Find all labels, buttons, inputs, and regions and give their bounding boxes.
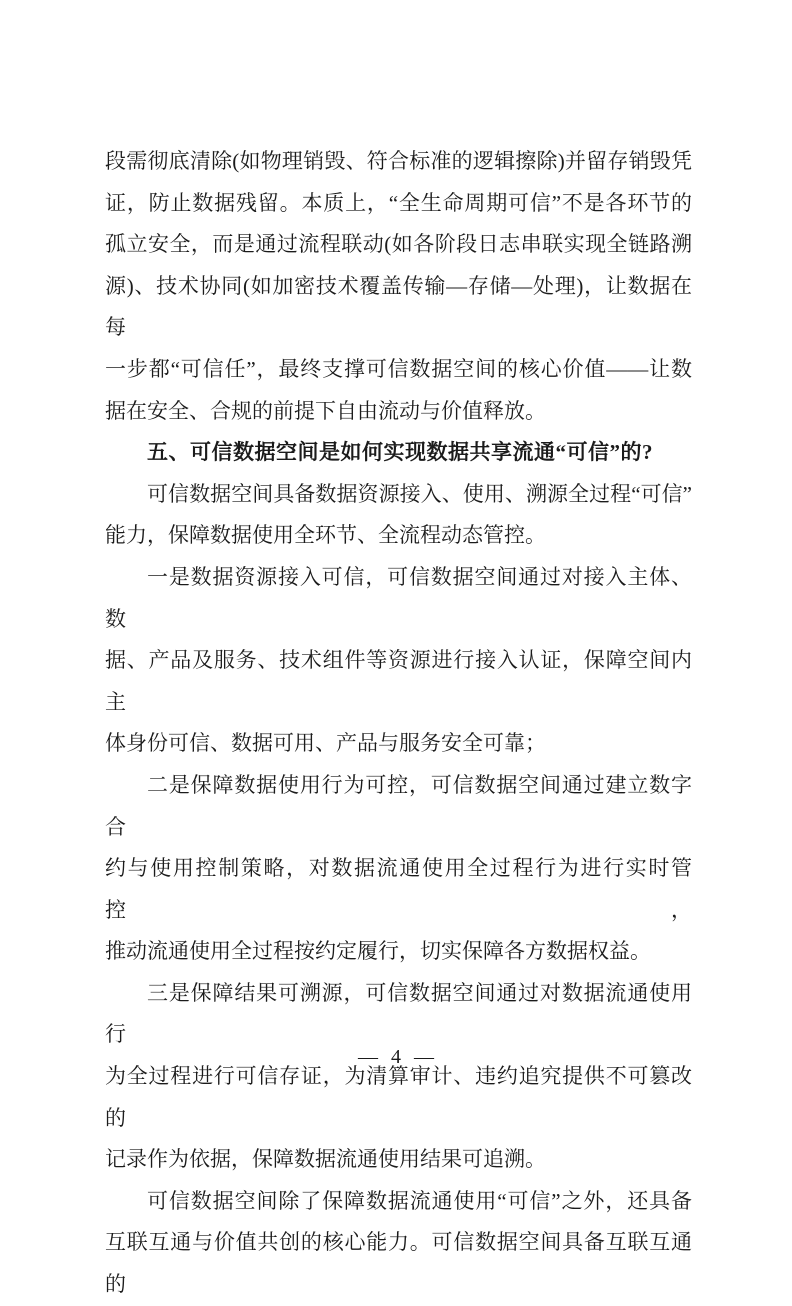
text-line: 据、产品及服务、技术组件等资源进行接入认证，保障空间内主 [105, 648, 692, 714]
document-body [105, 141, 692, 1306]
paragraph-continued [105, 141, 692, 432]
text-line: 能力，保障数据使用全环节、全流程动态管控。 [105, 523, 546, 548]
text-line: 互联互通与价值共创的核心能力。可信数据空间具备互联互通的 [105, 1230, 692, 1297]
text-line: 体身份可信、数据可用、产品与服务安全可靠； [105, 731, 546, 756]
paragraph [105, 765, 692, 973]
text-line: 三是保障结果可溯源，可信数据空间通过对数据流通使用行 [105, 980, 692, 1047]
text-line: 证，防止数据残留。本质上，“全生命周期可信”不是各环节的 [105, 190, 692, 215]
paragraph [105, 1181, 692, 1306]
text-line: 一是数据资源接入可信，可信数据空间通过对接入主体、数 [105, 564, 692, 631]
text-line: 可信数据空间具备数据资源接入、使用、溯源全过程“可信” [147, 481, 692, 506]
section-heading [105, 432, 692, 474]
text-line: 一步都“可信任”，最终支撑可信数据空间的核心价值——让数 [105, 356, 692, 381]
text-line: 二是保障数据使用行为可控，可信数据空间通过建立数字合 [105, 772, 692, 839]
page-number: — 4 — [358, 1046, 434, 1068]
text-line: 可信数据空间除了保障数据流通使用“可信”之外，还具备 [147, 1188, 692, 1213]
paragraph [105, 474, 692, 557]
text-line: 据在安全、合规的前提下自由流动与价值释放。 [105, 398, 546, 423]
page-footer [0, 1044, 792, 1070]
text-line: 源)、技术协同(如加密技术覆盖传输—存储—处理)，让数据在每 [105, 273, 692, 340]
text-line: 推动流通使用全过程按约定履行，切实保障各方数据权益。 [105, 939, 651, 964]
paragraph [105, 973, 692, 1181]
text-line: 孤立安全，而是通过流程联动(如各阶段日志串联实现全链路溯 [105, 232, 692, 257]
paragraph [105, 557, 692, 765]
text-line: 记录作为依据，保障数据流通使用结果可追溯。 [105, 1147, 546, 1172]
heading-text-line: 五、可信数据空间是如何实现数据共享流通“可信”的? [147, 440, 653, 465]
text-line: 段需彻底清除(如物理销毁、符合标准的逻辑擦除)并留存销毁凭 [105, 149, 692, 173]
text-line: 约与使用控制策略，对数据流通使用全过程行为进行实时管控， [105, 856, 692, 922]
text-line: 为全过程进行可信存证，为清算审计、违约追究提供不可篡改的 [105, 1064, 692, 1130]
